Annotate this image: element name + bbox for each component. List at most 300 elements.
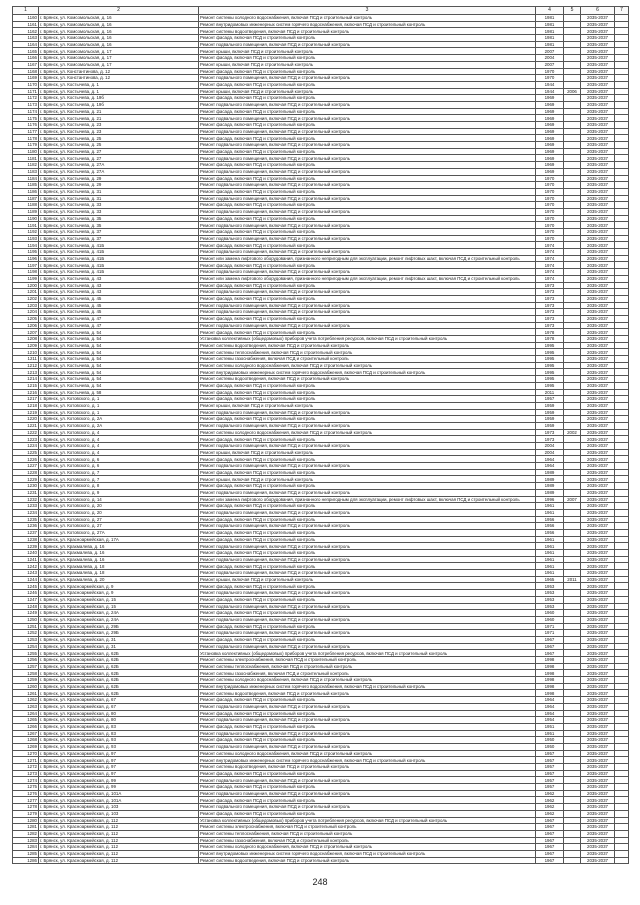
row-address: г. Брянск, ул. Костычева, д. 1 [39,88,199,95]
row-period: 2035-2037 [581,790,615,797]
row-work-type: Ремонт фасада, включая ПСД и строительный контроль [199,295,536,302]
row-number: 1197 [13,262,39,269]
row-year: 1962 [536,790,564,797]
row-repair-year [564,610,581,617]
row-address: г. Брянск, ул. Красноармейская, д. 15 [39,603,199,610]
row-extra [615,590,629,597]
row-work-type: Ремонт подвального помещения, включая ПСД и строительный контроль [199,422,536,429]
row-period: 2035-2037 [581,389,615,396]
row-repair-year [564,135,581,142]
row-work-type: Ремонт фасада, включая ПСД и строительный контроль [199,389,536,396]
table-row [13,122,629,129]
row-period: 2035-2037 [581,723,615,730]
row-year: 1998 [536,683,564,690]
row-work-type: Ремонт системы водоотведения, включая ПСД и строительный контроль [199,857,536,864]
table-row [13,235,629,242]
table-row [13,697,629,704]
row-number: 1211 [13,356,39,363]
row-extra [615,610,629,617]
row-period: 2035-2037 [581,289,615,296]
row-address: г. Брянск, ул. Костычева, д. 45 [39,295,199,302]
row-work-type: Ремонт или замена лифтового оборудования, признанного непригодным для эксплуатации, ремонт лифтовых шахт, включая ПСД и строительный контроль [199,275,536,282]
row-year: 1969 [536,148,564,155]
row-extra [615,269,629,276]
row-work-type: Ремонт подвального помещения, включая ПСД и строительный контроль [199,777,536,784]
row-work-type: Ремонт фасада, включая ПСД и строительный контроль [199,68,536,75]
row-address: г. Брянск, ул. Красноармейская, д. 112 [39,857,199,864]
row-period: 2035-2037 [581,663,615,670]
row-extra [615,824,629,831]
row-work-type: Ремонт фасада, включая ПСД и строительный контроль [199,416,536,423]
table-row [13,422,629,429]
row-extra [615,68,629,75]
table-row [13,336,629,343]
row-number: 1259 [13,677,39,684]
row-address: г. Брянск, ул. Котовского, д. 27А [39,529,199,536]
row-period: 2035-2037 [581,202,615,209]
row-repair-year [564,128,581,135]
table-row [13,429,629,436]
row-work-type: Ремонт фасада, включая ПСД и строительный контроль [199,723,536,730]
row-period: 2035-2037 [581,95,615,102]
table-row [13,168,629,175]
page-number: 248 [312,877,328,887]
row-year: 2011 [536,389,564,396]
column-header-period: 6 [581,7,615,15]
table-row [13,837,629,844]
row-number: 1180 [13,148,39,155]
row-period: 2035-2037 [581,255,615,262]
row-extra [615,790,629,797]
row-extra [615,496,629,503]
row-address: г. Брянск, ул. Костычева, д. 23 [39,122,199,129]
row-address: г. Брянск, ул. Красноармейская, д. 93 [39,737,199,744]
table-row [13,810,629,817]
row-extra [615,148,629,155]
row-extra [615,710,629,717]
row-period: 2035-2037 [581,41,615,48]
row-year: 1970 [536,235,564,242]
row-repair-year [564,269,581,276]
row-repair-year [564,15,581,22]
row-address: г. Брянск, ул. Красноармейская, д. 97 [39,764,199,771]
row-work-type: Ремонт крыши, включая ПСД и строительный контроль [199,576,536,583]
row-repair-year [564,235,581,242]
row-number: 1216 [13,389,39,396]
row-number: 1239 [13,543,39,550]
row-number: 1205 [13,315,39,322]
row-address: г. Брянск, ул. Красноармейская, д. 24А [39,616,199,623]
row-address: г. Брянск, ул. Красноармейская, д. 29Б [39,623,199,630]
row-work-type: Ремонт фасада, включая ПСД и строительный контроль [199,737,536,744]
row-repair-year [564,817,581,824]
row-number: 1166 [13,55,39,62]
row-extra [615,503,629,510]
row-repair-year [564,81,581,88]
row-work-type: Ремонт фасада, включая ПСД и строительный контроль [199,242,536,249]
row-address: г. Брянск, ул. Котовского, д. 1 [39,396,199,403]
row-extra [615,603,629,610]
row-work-type: Ремонт фасада, включая ПСД и строительный контроль [199,456,536,463]
row-repair-year [564,509,581,516]
row-period: 2035-2037 [581,61,615,68]
row-period: 2035-2037 [581,730,615,737]
row-year: 1961 [536,556,564,563]
row-extra [615,369,629,376]
table-row [13,162,629,169]
row-address: г. Брянск, ул. Костычева, д. 54 [39,356,199,363]
row-address: г. Брянск, ул. Комсомольская, д. 17 [39,61,199,68]
row-extra [615,182,629,189]
row-work-type: Ремонт фасада, включая ПСД и строительный контроль [199,202,536,209]
row-address: г. Брянск, ул. Котовского, д. 20 [39,509,199,516]
row-work-type: Ремонт крыши, включая ПСД и строительный контроль [199,48,536,55]
row-period: 2035-2037 [581,563,615,570]
row-year: 2004 [536,55,564,62]
row-period: 2035-2037 [581,108,615,115]
row-year: 1995 [536,342,564,349]
row-year: 1995 [536,376,564,383]
row-work-type: Ремонт подвального помещения, включая ПСД и строительный контроль [199,543,536,550]
row-repair-year [564,382,581,389]
table-row [13,215,629,222]
table-row [13,650,629,657]
row-number: 1282 [13,830,39,837]
row-work-type: Ремонт крыши, включая ПСД и строительный контроль [199,476,536,483]
row-number: 1179 [13,142,39,149]
row-address: г. Брянск, ул. Котовского, д. 14 [39,496,199,503]
row-address: г. Брянск, ул. Красноармейская, д. 99 [39,777,199,784]
row-work-type: Ремонт фасада, включая ПСД и строительный контроль [199,95,536,102]
row-year: 1998 [536,663,564,670]
row-number: 1214 [13,376,39,383]
row-year: 1951 [536,723,564,730]
row-extra [615,188,629,195]
row-work-type: Ремонт внутридомовых инженерных систем горячего водоснабжения, включая ПСД и строительный контроль [199,369,536,376]
row-address: г. Брянск, ул. Котовского, д. 4 [39,429,199,436]
table-row [13,202,629,209]
row-address: г. Брянск, ул. Костычева, д. 33 [39,208,199,215]
row-number: 1232 [13,496,39,503]
row-work-type: Ремонт подвального помещения, включая ПСД и строительный контроль [199,222,536,229]
row-work-type: Ремонт подвального помещения, включая ПСД и строительный контроль [199,523,536,530]
row-repair-year [564,636,581,643]
row-repair-year [564,550,581,557]
row-work-type: Ремонт фасада, включая ПСД и строительный контроль [199,436,536,443]
table-row [13,770,629,777]
row-number: 1193 [13,235,39,242]
row-repair-year [564,590,581,597]
row-repair-year [564,55,581,62]
row-period: 2035-2037 [581,188,615,195]
row-work-type: Ремонт фасада, включая ПСД и строительный контроль [199,382,536,389]
row-work-type: Ремонт системы водоотведения, включая ПСД и строительный контроль [199,764,536,771]
row-number: 1213 [13,369,39,376]
row-extra [615,208,629,215]
row-number: 1187 [13,195,39,202]
row-address: г. Брянск, ул. Костычева, д. 25 [39,135,199,142]
row-address: г. Брянск, ул. Костычева, д. 45 [39,302,199,309]
column-header-number: 1 [13,7,39,15]
row-year: 1967 [536,837,564,844]
row-work-type: Ремонт системы водоотведения, включая ПСД и строительный контроль [199,690,536,697]
row-number: 1203 [13,302,39,309]
row-year: 1961 [536,550,564,557]
row-repair-year [564,523,581,530]
row-repair-year [564,162,581,169]
table-row [13,188,629,195]
table-row [13,48,629,55]
row-repair-year [564,208,581,215]
table-row [13,389,629,396]
row-year: 1974 [536,255,564,262]
row-work-type: Ремонт фасада, включая ПСД и строительный контроль [199,262,536,269]
row-number: 1174 [13,108,39,115]
table-row [13,195,629,202]
row-address: г. Брянск, ул. Котовского, д. 1 [39,402,199,409]
row-number: 1253 [13,636,39,643]
row-period: 2035-2037 [581,362,615,369]
row-number: 1248 [13,603,39,610]
row-number: 1252 [13,630,39,637]
row-repair-year [564,369,581,376]
row-period: 2035-2037 [581,777,615,784]
row-number: 1170 [13,81,39,88]
row-period: 2035-2037 [581,182,615,189]
row-address: г. Брянск, ул. Костычева, д. 43 [39,275,199,282]
row-work-type: Ремонт фасада, включая ПСД и строительный контроль [199,148,536,155]
row-repair-year [564,824,581,831]
row-year: 1964 [536,697,564,704]
row-period: 2035-2037 [581,115,615,122]
row-year: 2004 [536,443,564,450]
row-extra [615,576,629,583]
table-row [13,509,629,516]
row-number: 1243 [13,570,39,577]
row-year: 2007 [536,61,564,68]
row-repair-year [564,777,581,784]
row-period: 2035-2037 [581,556,615,563]
row-repair-year [564,249,581,256]
row-period: 2035-2037 [581,162,615,169]
row-extra [615,697,629,704]
row-number: 1258 [13,670,39,677]
row-repair-year [564,503,581,510]
table-row [13,148,629,155]
table-row [13,643,629,650]
row-repair-year: 2011 [564,576,581,583]
row-number: 1227 [13,463,39,470]
table-row [13,663,629,670]
row-number: 1256 [13,657,39,664]
row-address: г. Брянск, ул. Костычева, д. 41Б [39,255,199,262]
table-row [13,636,629,643]
row-period: 2035-2037 [581,329,615,336]
row-year: 1960 [536,616,564,623]
row-period: 2035-2037 [581,175,615,182]
row-extra [615,817,629,824]
row-number: 1200 [13,282,39,289]
row-repair-year [564,449,581,456]
row-period: 2035-2037 [581,489,615,496]
row-repair-year [564,168,581,175]
row-period: 2035-2037 [581,155,615,162]
row-year: 1959 [536,409,564,416]
row-period: 2035-2037 [581,636,615,643]
row-address: г. Брянск, ул. Костычева, д. 31 [39,188,199,195]
row-period: 2035-2037 [581,262,615,269]
row-extra [615,155,629,162]
row-repair-year [564,35,581,42]
table-row [13,222,629,229]
row-number: 1244 [13,576,39,583]
row-period: 2035-2037 [581,650,615,657]
row-extra [615,295,629,302]
row-number: 1162 [13,28,39,35]
row-extra [615,322,629,329]
row-extra [615,677,629,684]
row-period: 2035-2037 [581,449,615,456]
row-work-type: Ремонт системы холодного водоснабжения, включая ПСД и строительный контроль [199,844,536,851]
row-address: г. Брянск, ул. Костычева, д. 27А [39,162,199,169]
row-address: г. Брянск, ул. Красноармейская, д. 103 [39,804,199,811]
row-year: 1981 [536,35,564,42]
row-address: г. Брянск, ул. Красноармейская, д. 112 [39,844,199,851]
row-extra [615,101,629,108]
row-period: 2035-2037 [581,242,615,249]
row-repair-year [564,476,581,483]
row-repair-year [564,630,581,637]
row-extra [615,723,629,730]
table-row [13,443,629,450]
row-period: 2035-2037 [581,583,615,590]
row-address: г. Брянск, ул. Красноармейская, д. 112 [39,830,199,837]
row-extra [615,764,629,771]
row-number: 1272 [13,764,39,771]
row-repair-year [564,68,581,75]
row-number: 1188 [13,202,39,209]
row-number: 1242 [13,563,39,570]
row-address: г. Брянск, ул. Константинова, д. 12 [39,75,199,82]
row-extra [615,797,629,804]
table-row [13,723,629,730]
row-address: г. Брянск, ул. Костычева, д. 35 [39,222,199,229]
table-row [13,757,629,764]
row-extra [615,275,629,282]
row-work-type: Ремонт внутридомовых инженерных систем горячего водоснабжения, включая ПСД и строительный контроль [199,21,536,28]
row-year: 1974 [536,249,564,256]
row-extra [615,469,629,476]
row-address: г. Брянск, ул. Красноармейская, д. 62Б [39,677,199,684]
row-period: 2035-2037 [581,275,615,282]
table-row [13,630,629,637]
row-work-type: Ремонт фасада, включая ПСД и строительный контроль [199,784,536,791]
row-extra [615,750,629,757]
table-row [13,409,629,416]
row-repair-year [564,697,581,704]
row-year: 1961 [536,543,564,550]
row-period: 2035-2037 [581,463,615,470]
row-year: 1974 [536,242,564,249]
row-period: 2035-2037 [581,68,615,75]
row-period: 2035-2037 [581,623,615,630]
row-extra [615,262,629,269]
row-work-type: Ремонт фасада, включая ПСД и строительный контроль [199,215,536,222]
row-address: г. Брянск, ул. Костычева, д. 58 [39,389,199,396]
row-extra [615,382,629,389]
row-extra [615,670,629,677]
row-year: 1981 [536,41,564,48]
row-repair-year [564,469,581,476]
row-address: г. Брянск, ул. Костычева, д. 25 [39,142,199,149]
table-row [13,75,629,82]
row-number: 1270 [13,750,39,757]
row-period: 2035-2037 [581,576,615,583]
row-address: г. Брянск, ул. Красноармейская, д. 83 [39,730,199,737]
row-extra [615,489,629,496]
row-work-type: Ремонт фасада, включая ПСД и строительный контроль [199,55,536,62]
row-number: 1221 [13,422,39,429]
table-row [13,683,629,690]
row-work-type: Ремонт подвального помещения, включая ПСД и строительный контроль [199,703,536,710]
row-work-type: Ремонт или замена лифтового оборудования, признанного непригодным для эксплуатации, ремонт лифтовых шахт, включая ПСД и строительный контроль [199,496,536,503]
row-extra [615,543,629,550]
row-address: г. Брянск, ул. Красноармейская, д. 112 [39,817,199,824]
row-extra [615,108,629,115]
row-period: 2035-2037 [581,529,615,536]
column-header-repair-year: 5 [564,7,581,15]
table-row [13,610,629,617]
row-work-type: Ремонт подвального помещения, включая ПСД и строительный контроль [199,463,536,470]
row-period: 2035-2037 [581,509,615,516]
row-extra [615,523,629,530]
row-period: 2035-2037 [581,503,615,510]
row-year: 1953 [536,596,564,603]
row-address: г. Брянск, ул. Красноармейская, д. 17А [39,536,199,543]
row-repair-year [564,255,581,262]
row-period: 2035-2037 [581,315,615,322]
table-row [13,402,629,409]
row-repair-year [564,489,581,496]
row-address: г. Брянск, ул. Котовского, д. 4 [39,449,199,456]
table-row [13,295,629,302]
row-period: 2035-2037 [581,764,615,771]
row-period: 2035-2037 [581,837,615,844]
row-repair-year [564,443,581,450]
row-address: г. Брянск, ул. Костычева, д. 23 [39,128,199,135]
table-row [13,322,629,329]
row-period: 2035-2037 [581,429,615,436]
row-address: г. Брянск, ул. Красноармейская, д. 112 [39,824,199,831]
row-repair-year [564,188,581,195]
row-repair-year [564,850,581,857]
row-extra [615,623,629,630]
row-extra [615,616,629,623]
table-row [13,356,629,363]
table-row [13,496,629,503]
row-extra [615,837,629,844]
row-repair-year [564,95,581,102]
row-year: 1957 [536,764,564,771]
table-row [13,128,629,135]
row-period: 2035-2037 [581,550,615,557]
row-period: 2035-2037 [581,483,615,490]
row-year: 1969 [536,108,564,115]
table-row [13,61,629,68]
column-header-year: 4 [536,7,564,15]
table-row [13,703,629,710]
table-row [13,737,629,744]
